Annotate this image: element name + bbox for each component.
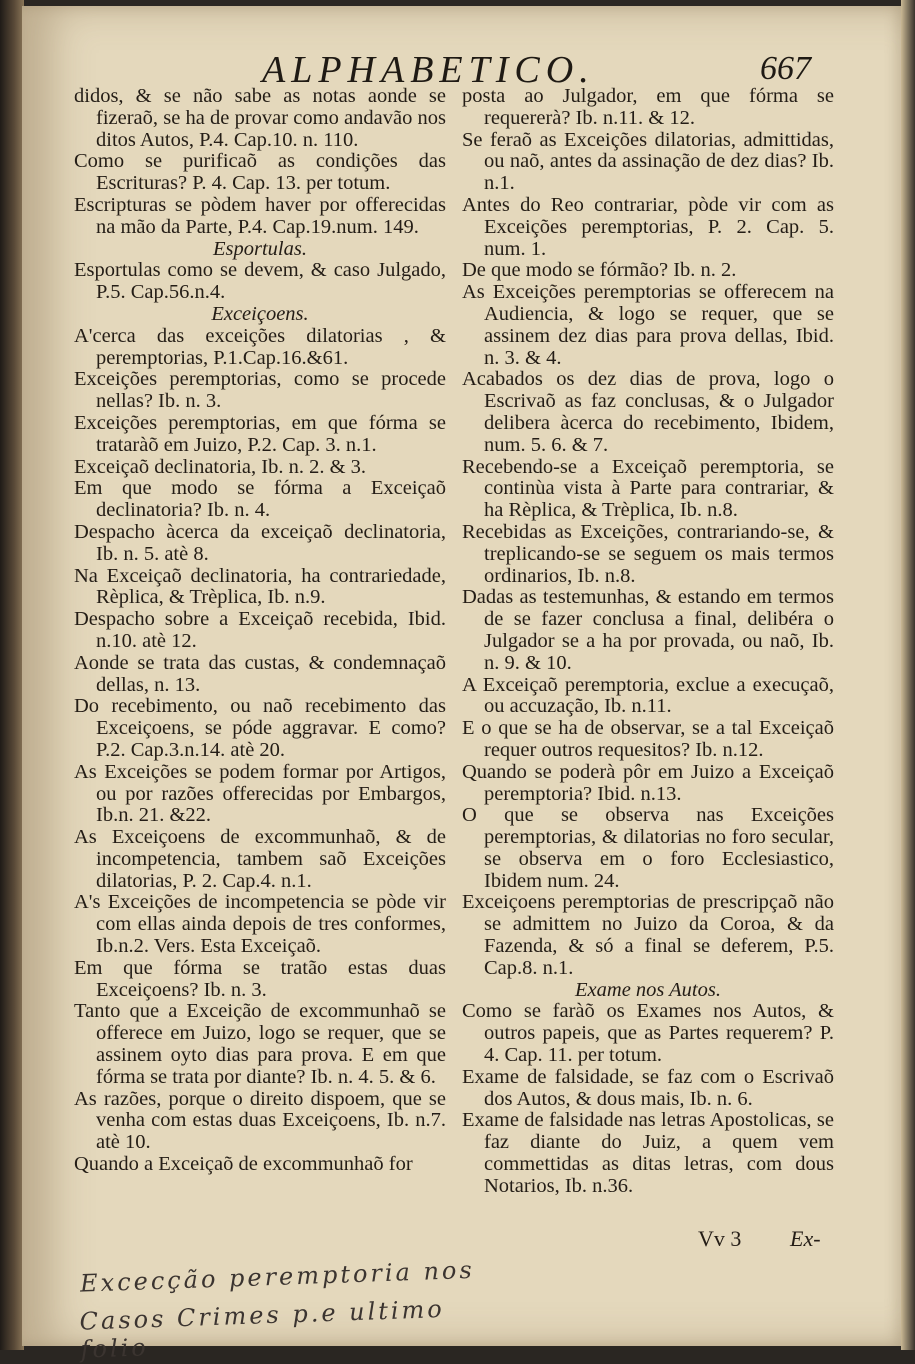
index-entry: De que modo se fórmão? Ib. n. 2.: [462, 259, 737, 282]
page-number: 667: [760, 50, 811, 87]
index-entry: Escripturas se pòdem haver por offerecidas na mão da Parte, P.4. Cap.19.num. 149.: [74, 193, 446, 238]
index-entry: Exame de falsidade, se faz com o Escrivaõ dos Autos, & dous mais, Ib. n. 6.: [462, 1065, 834, 1110]
index-entry: Se feraõ as Exceições dilatorias, admittidas, ou naõ, antes da assinação de dez dias? Ib. n.1.: [462, 128, 834, 195]
index-entry: A Exceiçaõ peremptoria, exclue a execuçaõ, ou accuzação, Ib. n.11.: [462, 673, 834, 718]
running-title: ALPHABETICO.: [262, 49, 595, 91]
index-entry: Exame de falsidade nas letras Apostolicas, se faz diante do Juiz, a quem vem commettidas as ditas letras, com dous Notarios, Ib. n.36.: [462, 1109, 834, 1197]
handwritten-note: Excecção peremptoria nos: [79, 1255, 476, 1298]
index-entry: Despacho àcerca da exceiçaõ declinatoria, Ib. n. 5. atè 8.: [74, 520, 446, 565]
index-entry: Quando a Exceiçaõ de excommunhaõ for: [74, 1153, 413, 1176]
index-entry: Acabados os dez dias de prova, logo o Escrivaõ as faz conclusas, & o Julgador delibera àcerca do recebimento, Ibidem, num. 5. 6. & 7.: [462, 368, 834, 456]
index-entry: A's Exceições de incompetencia se pòde vir com ellas ainda depois de tres conformes, Ib.n.2. Vers. Esta Exceiçaõ.: [74, 891, 446, 958]
index-entry: As razões, porque o direito dispoem, que se venha com estas duas Exceiçoens, Ib. n.7. atè 10.: [74, 1087, 446, 1154]
index-entry: A'cerca das exceições dilatorias , & peremptorias, P.1.Cap.16.&61.: [74, 324, 446, 369]
index-entry: Exceições peremptorias, como se procede nellas? Ib. n. 3.: [74, 368, 446, 413]
index-heading: Exame nos Autos.: [575, 978, 721, 1001]
catchword: Ex-: [790, 1226, 821, 1251]
index-entry: E o que se ha de observar, se a tal Exceiçaõ requer outros requesitos? Ib. n.12.: [462, 717, 834, 761]
index-entry: Dadas as testemunhas, & estando em termos de se fazer conclusa a final, delibéra o Julgador se a ha por provada, ou naõ, Ib. n. 9. & 10.: [462, 586, 834, 674]
index-heading: Exceiçoens.: [211, 302, 309, 325]
index-heading: Esportulas.: [213, 237, 307, 260]
index-entry: Na Exceiçaõ declinatoria, ha contrariedade, Rèplica, & Trèplica, Ib. n.9.: [74, 564, 446, 609]
book-binding: [0, 0, 24, 1350]
page-header: [22, 46, 902, 90]
index-entry: Como se faràõ os Exames nos Autos, & outros papeis, que as Partes requerem? P. 4. Cap. 11. per totum.: [462, 1000, 834, 1067]
index-entry: Como se purificaõ as condições das Escrituras? P. 4. Cap. 13. per totum.: [74, 150, 446, 195]
index-entry: Em que modo se fórma a Exceiçaõ declinatoria? Ib. n. 4.: [74, 477, 446, 522]
index-entry: Exceiçoens peremptorias de prescripçaõ não se admittem no Juizo da Coroa, & da Fazenda, & só a final se deferem, P.5. Cap.8. n.1.: [462, 891, 834, 979]
index-entry: Despacho sobre a Exceiçaõ recebida, Ibid. n.10. atè 12.: [74, 608, 446, 652]
index-entry: Recebendo-se a Exceiçaõ peremptoria, se continùa vista à Parte para contrariar, & ha Rèplica, & Trèplica, Ib. n.8.: [462, 455, 834, 522]
page-edge: [901, 0, 915, 1350]
index-entry: As Exceiçoens de excommunhaõ, & de incompetencia, tambem saõ Exceições dilatorias, P. 2. Cap.4. n.1.: [74, 826, 446, 892]
signature-mark: Vv 3: [698, 1226, 742, 1251]
left-column: [74, 86, 446, 1176]
index-entry: As Exceições se podem formar por Artigos, ou por razões offerecidas por Embargos, Ib.n. 21. &22.: [74, 760, 446, 827]
index-entry: Aonde se trata das custas, & condemnaçaõ dellas, n. 13.: [74, 651, 446, 696]
index-entry: Exceiçaõ declinatoria, Ib. n. 2. & 3.: [74, 455, 367, 478]
handwritten-note: Casos Crimes p.e ultimo folio: [79, 1294, 446, 1364]
index-entry: As Exceições peremptorias se offerecem na Audiencia, & logo se requer, que se assinem dez dias para prova dellas, Ibid. n. 3. & 4.: [462, 281, 834, 369]
index-entry: Antes do Reo contrariar, pòde vir com as Exceições peremptorias, P. 2. Cap. 5. num. 1.: [462, 193, 834, 260]
right-column: [462, 86, 834, 1198]
index-entry: O que se observa nas Exceições peremptorias, & dilatorias no foro secular, se observa em o foro Ecclesiastico, Ibidem num. 24.: [462, 804, 834, 892]
index-entry: Recebidas as Exceições, contrariando-se, & treplicando-se se seguem os mais termos ordinarios, Ib. n.8.: [462, 520, 834, 587]
index-entry: Quando se poderà pôr em Juizo a Exceiçaõ peremptoria? Ibid. n.13.: [462, 760, 834, 805]
index-entry: Exceições peremptorias, em que fórma se trataràõ em Juizo, P.2. Cap. 3. n.1.: [74, 411, 446, 456]
index-entry: Do recebimento, ou naõ recebimento das Exceiçoens, se póde aggravar. E como? P.2. Cap.3.n.14. atè 20.: [74, 695, 446, 761]
index-entry: didos, & se não sabe as notas aonde se fizeraõ, se ha de provar como andavão nos ditos Autos, P.4. Cap.10. n. 110.: [74, 85, 446, 151]
index-entry: posta ao Julgador, em que fórma se requererà? Ib. n.11. & 12.: [462, 85, 834, 129]
index-entry: Em que fórma se tratão estas duas Exceiçoens? Ib. n. 3.: [74, 956, 446, 1001]
index-entry: Esportulas como se devem, & caso Julgado, P.5. Cap.56.n.4.: [74, 259, 446, 304]
index-entry: Tanto que a Exceição de excommunhaõ se offerece em Juizo, logo se requer, que se assinem oyto dias para prova. E em que fórma se trata por diante? Ib. n. 4. 5. & 6.: [74, 1000, 446, 1088]
